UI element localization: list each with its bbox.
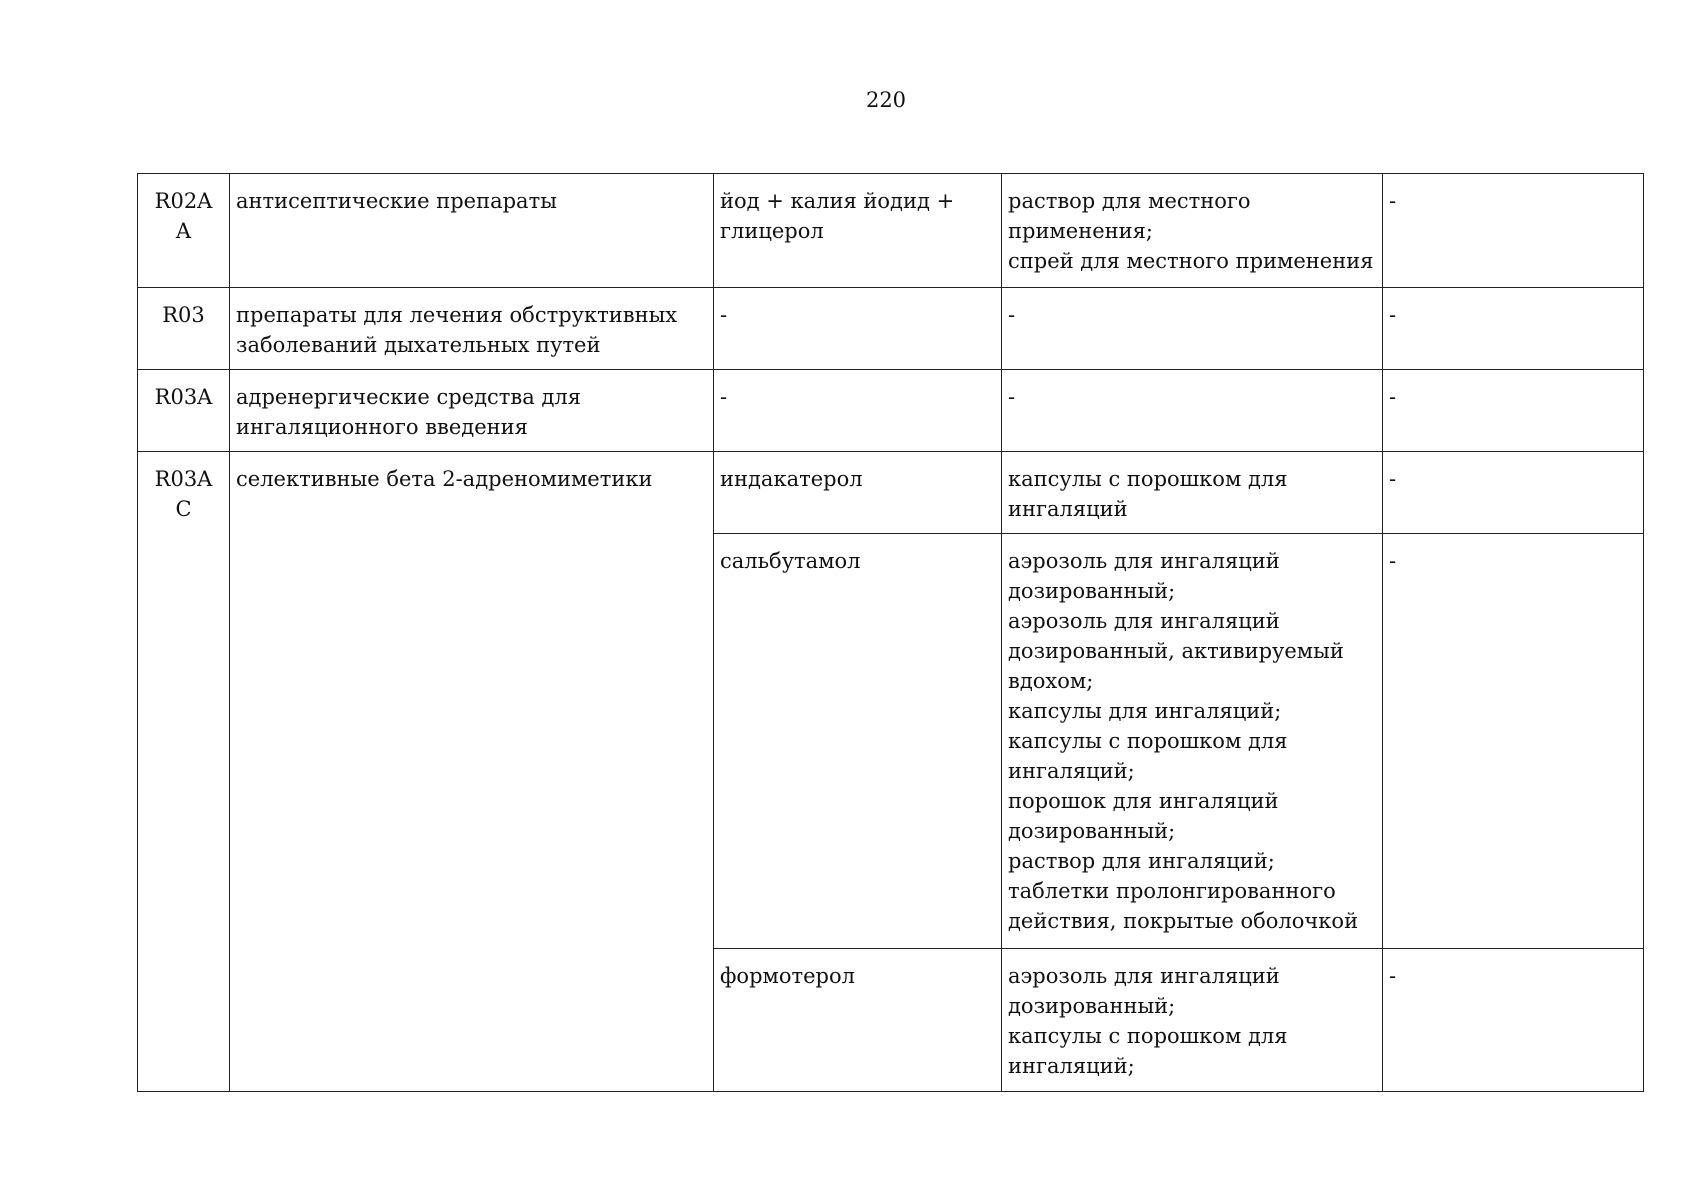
group-name-cell: препараты для лечения обструктивных заболеваний дыхательных путей <box>230 288 714 370</box>
dosage-forms-cell: - <box>1002 370 1383 452</box>
dosage-forms-cell: капсулы с порошком для ингаляций <box>1002 452 1383 534</box>
drug-table <box>137 173 1644 1092</box>
drug-name-cell: - <box>714 288 1002 370</box>
note-cell: - <box>1383 452 1644 534</box>
table-row <box>138 452 1644 534</box>
note-cell: - <box>1383 949 1644 1092</box>
drug-name-cell: йод + калия йодид + глицерол <box>714 174 1002 288</box>
note-cell: - <box>1383 534 1644 949</box>
group-name-cell: селективные бета 2-адреномиметики <box>230 452 714 1092</box>
dosage-forms-cell: аэрозоль для ингаляций дозированный; аэрозоль для ингаляций дозированный, активируемый вдохом; капсулы для ингаляций; капсулы с порошком для ингаляций; порошок для ингаляций дозированный; раствор для ингаляций; таблетки пролонгированного действия, покрытые оболочкой <box>1002 534 1383 949</box>
dosage-forms-cell: аэрозоль для ингаляций дозированный; капсулы с порошком для ингаляций; <box>1002 949 1383 1092</box>
page-number: 220 <box>865 88 907 112</box>
atc-code-cell: R03A C <box>138 452 230 1092</box>
note-cell: - <box>1383 288 1644 370</box>
note-cell: - <box>1383 370 1644 452</box>
table-row <box>138 288 1644 370</box>
group-name-cell: адренергические средства для ингаляционного введения <box>230 370 714 452</box>
atc-code-cell: R03 <box>138 288 230 370</box>
atc-code-cell: R03A <box>138 370 230 452</box>
group-name-cell: антисептические препараты <box>230 174 714 288</box>
dosage-forms-cell: - <box>1002 288 1383 370</box>
table-row <box>138 174 1644 288</box>
dosage-forms-cell: раствор для местного применения; спрей для местного применения <box>1002 174 1383 288</box>
atc-code-cell: R02A A <box>138 174 230 288</box>
drug-name-cell: сальбутамол <box>714 534 1002 949</box>
drug-name-cell: формотерол <box>714 949 1002 1092</box>
drug-name-cell: индакатерол <box>714 452 1002 534</box>
table-row <box>138 370 1644 452</box>
drug-name-cell: - <box>714 370 1002 452</box>
note-cell: - <box>1383 174 1644 288</box>
